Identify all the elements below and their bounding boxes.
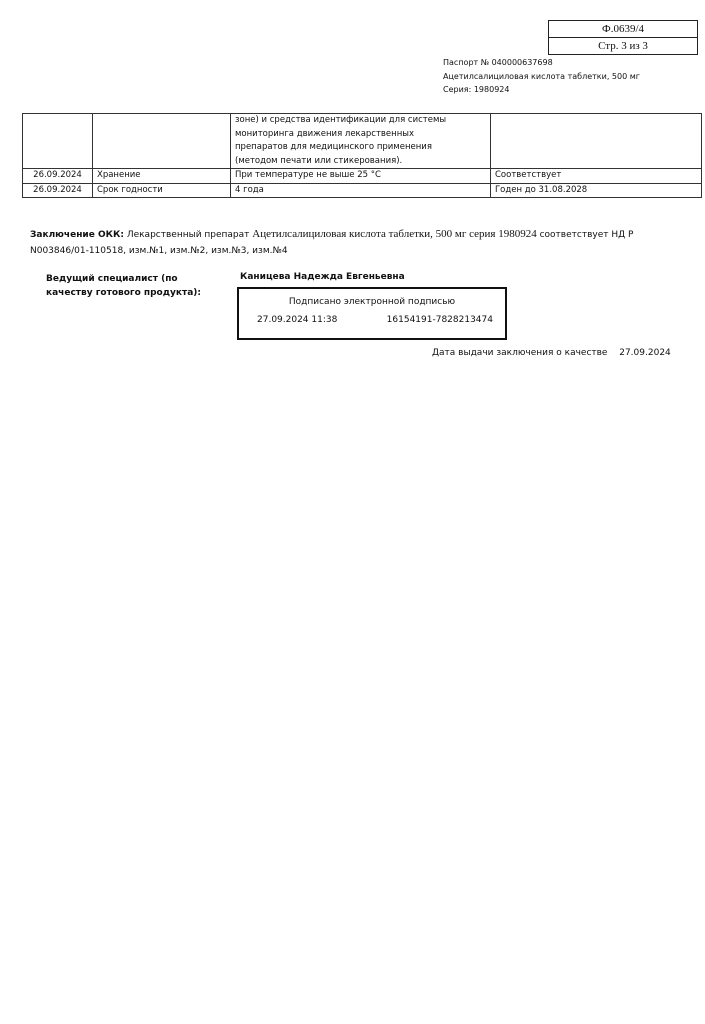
requirement-line: препаратов для медицинского применения [235, 142, 432, 152]
quality-table [22, 113, 702, 198]
signature-label: Подписано электронной подписью [288, 297, 456, 307]
table-row [23, 183, 702, 198]
issue-date-label: Дата выдачи заключения о качестве [432, 348, 608, 358]
passport-number: Паспорт № 040000637698 [443, 58, 553, 67]
requirement-line: зоне) и средства идентификации для системы [235, 115, 447, 125]
requirement-line: мониторинга движения лекарственных [235, 128, 415, 139]
table-cell-name: Срок годности [93, 183, 231, 198]
table-cell-result: Годен до 31.08.2028 [491, 183, 702, 198]
table-cell-date [23, 114, 93, 169]
signature-code: 16154191-7828213474 [386, 315, 493, 325]
page-number: Стр. 3 из 3 [549, 37, 697, 54]
table-cell-date: 26.09.2024 [23, 183, 93, 198]
specialist-title: Ведущий специалист (по качеству готового продукта): [46, 274, 201, 298]
form-code: Ф.0639/4 [602, 23, 644, 35]
conclusion [30, 226, 660, 259]
issue-date-value: 27.09.2024 [619, 348, 671, 358]
passport-product: Ацетилсалициловая кислота таблетки, 500 мг [443, 72, 640, 81]
conclusion-text-start: Лекарственный препарат [126, 230, 250, 240]
table-cell-result: Соответствует [491, 169, 702, 184]
conclusion-product: Ацетилсалициловая кислота таблетки, 500 мг серия 1980924 [252, 228, 537, 240]
table-cell-requirement: 4 года [231, 183, 491, 198]
table-row [23, 169, 702, 184]
specialist-name: Каницева Надежда Евгеньевна [240, 272, 405, 282]
table-cell-requirement [231, 114, 491, 169]
signature-datetime: 27.09.2024 11:38 [257, 315, 338, 325]
passport-series: Серия: 1980924 [443, 85, 510, 94]
conclusion-label: Заключение ОКК: [30, 230, 124, 240]
conclusion-text-end: соответствует НД Р [539, 230, 634, 240]
table-cell-result [491, 114, 702, 169]
issue-date [432, 348, 671, 358]
table-cell-date: 26.09.2024 [23, 169, 93, 184]
table-cell-requirement: При температуре не выше 25 °C [231, 169, 491, 184]
electronic-signature-box [237, 287, 507, 340]
table-row [23, 114, 702, 169]
requirement-line: (методом печати или стикерования). [235, 155, 403, 166]
conclusion-line-1 [30, 226, 660, 243]
conclusion-line-2: N003846/01-110518, изм.№1, изм.№2, изм.№3, изм.№4 [30, 246, 288, 256]
table-cell-name: Хранение [93, 169, 231, 184]
form-code-box [548, 20, 698, 55]
table-cell-name [93, 114, 231, 169]
